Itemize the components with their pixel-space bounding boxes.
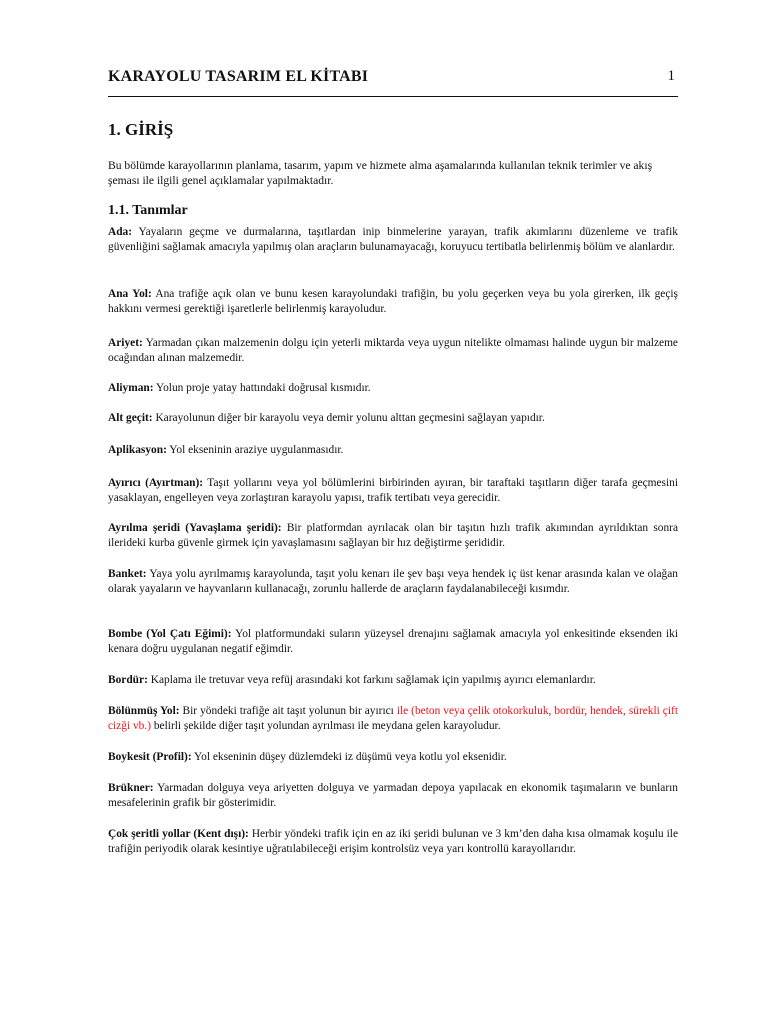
definition-bordur <box>108 673 678 688</box>
chapter-title: 1. GİRİŞ <box>108 120 174 139</box>
definition-term: Banket: <box>108 568 147 580</box>
definition-bolunmus-yol <box>108 704 678 733</box>
definition-text: Yol platformundaki suların yüzeysel drenajını sağlamak amacıyla yol enkesitinde eksenden iki kenara doğru uygulanan negatif eğimdir. <box>108 628 678 655</box>
definition-text: Ana trafiğe açık olan ve bunu kesen karayolundaki trafiğin, bu yolu geçerken veya bu yola girerken, ilk geçiş hakkını vermesi gerektiği işaretlerle belirlenmiş karayoludur. <box>108 288 678 315</box>
definition-banket <box>108 567 678 596</box>
definition-text-after: belirli şekilde diğer taşıt yolundan ayrılması ile meydana gelen karayoludur. <box>151 719 501 732</box>
definition-text: Herbir yöndeki trafik için en az iki şeridi bulunan ve 3 km’den daha kısa olmamak koşulu ile trafiğin periyodik olarak kesintiye uğratılabileceği erişim kontrolsüz veya yarı kontrollü karayollarıdır. <box>108 828 678 855</box>
definition-term: Ayırıcı (Ayırtman): <box>108 477 204 489</box>
definition-ayrilma-seridi <box>108 521 678 550</box>
definition-text: Kaplama ile tretuvar veya refüj arasındaki kot farkını sağlamak için yapılmış ayırıcı elemanlardır. <box>147 674 596 686</box>
section-title: 1.1. Tanımlar <box>108 203 188 218</box>
definition-text: Yolun proje yatay hattındaki doğrusal kısmıdır. <box>153 382 371 394</box>
definition-brukner <box>108 781 678 810</box>
definition-highlight: ile (beton veya çelik otokorkuluk, bordür, hendek, sürekli çift cizği vb.) <box>108 705 678 732</box>
definition-term: Ayrılma şeridi (Yavaşlama şeridi): <box>108 522 282 534</box>
definition-term: Brükner: <box>108 782 154 794</box>
definition-text: Yol ekseninin düşey düzlemdeki iz düşümü veya kotlu yol eksenidir. <box>191 751 507 763</box>
definition-text: Yarmadan dolguya veya ariyetten dolguya ve yarmadan depoya yapılacak en ekonomik taşımaların ve bunların mesafelerinin grafik bir gösterimidir. <box>108 782 678 809</box>
definition-text: Yayaların geçme ve durmalarına, taşıtlardan inip binmelerine yarayan, trafik akımlarını düzenleme ve trafik güvenliğini sağlamak amacıyla yapılmış olan araçların bulunamayacağı, koruyucu tertibatla belirlenmiş bölüm ve alanlardır. <box>108 226 678 253</box>
document-title: KARAYOLU TASARIM EL KİTABI <box>108 68 369 85</box>
definition-text: Karayolunun diğer bir karayolu veya demir yolunu alttan geçmesini sağlayan yapıdır. <box>152 412 545 424</box>
definition-term: Boykesit (Profil): <box>108 751 192 763</box>
page-header <box>108 66 678 97</box>
definition-boykesit <box>108 750 678 765</box>
definition-term: Alt geçit: <box>108 412 153 424</box>
definition-text: Bir yöndeki trafiğe ait taşıt yolunun bir ayırıcı <box>179 705 397 717</box>
definition-bombe <box>108 627 678 656</box>
chapter-intro: Bu bölümde karayollarının planlama, tasarım, yapım ve hizmete alma aşamalarında kullanılan teknik terimler ve akış şeması ile ilgili genel açıklamalar yapılmaktadır. <box>108 159 653 187</box>
definition-text: Taşıt yollarını veya yol bölümlerini birbirinden ayıran, bir taraftaki taşıtların diğer tarafa geçmesini yasaklayan, engelleyen veya zorlaştıran karayolu yapısı, trafik tertibatı veya gerecidir. <box>108 477 679 504</box>
definition-text: Yarmadan çıkan malzemenin dolgu için yeterli miktarda veya uygun nitelikte olmaması halinde uygun bir malzeme ocağından alınan malzemedir. <box>108 337 678 364</box>
definition-cok-seritli-yollar <box>108 827 678 856</box>
definition-term: Ariyet: <box>108 337 143 349</box>
definition-term: Bölünmüş Yol: <box>108 705 180 717</box>
page-number: 1 <box>667 68 675 84</box>
definition-aplikasyon <box>108 443 678 458</box>
definition-alt-gecit <box>108 411 678 426</box>
definition-term: Aliyman: <box>108 382 154 394</box>
definition-term: Aplikasyon: <box>108 444 167 456</box>
definition-text: Yol ekseninin araziye uygulanmasıdır. <box>166 444 344 456</box>
definition-term: Bordür: <box>108 674 148 686</box>
definition-aliyman <box>108 381 678 396</box>
definition-term: Ada: <box>108 226 133 238</box>
definition-ada <box>108 225 678 254</box>
definition-text: Yaya yolu ayrılmamış karayolunda, taşıt yolu kenarı ile şev başı veya hendek iç üst kenar arasında kalan ve olağan olarak yayaların ve hayvanların kullanacağı, zorunlu hallerde de araçların faydalanabileceği kısımdır. <box>108 568 678 595</box>
definition-ariyet <box>108 336 678 365</box>
definition-term: Ana Yol: <box>108 288 152 300</box>
definition-term: Çok şeritli yollar (Kent dışı): <box>108 828 249 840</box>
definition-ayirici <box>108 476 678 505</box>
definition-term: Bombe (Yol Çatı Eğimi): <box>108 628 232 640</box>
definition-text: Bir platformdan ayrılacak olan bir taşıtın hızlı trafik akımından ayrıldıktan sonra ilerideki kurba güvenle girmek için yavaşlamasını sağlayan bir hız değiştirme şerididir. <box>108 522 679 549</box>
definition-ana-yol <box>108 287 678 316</box>
